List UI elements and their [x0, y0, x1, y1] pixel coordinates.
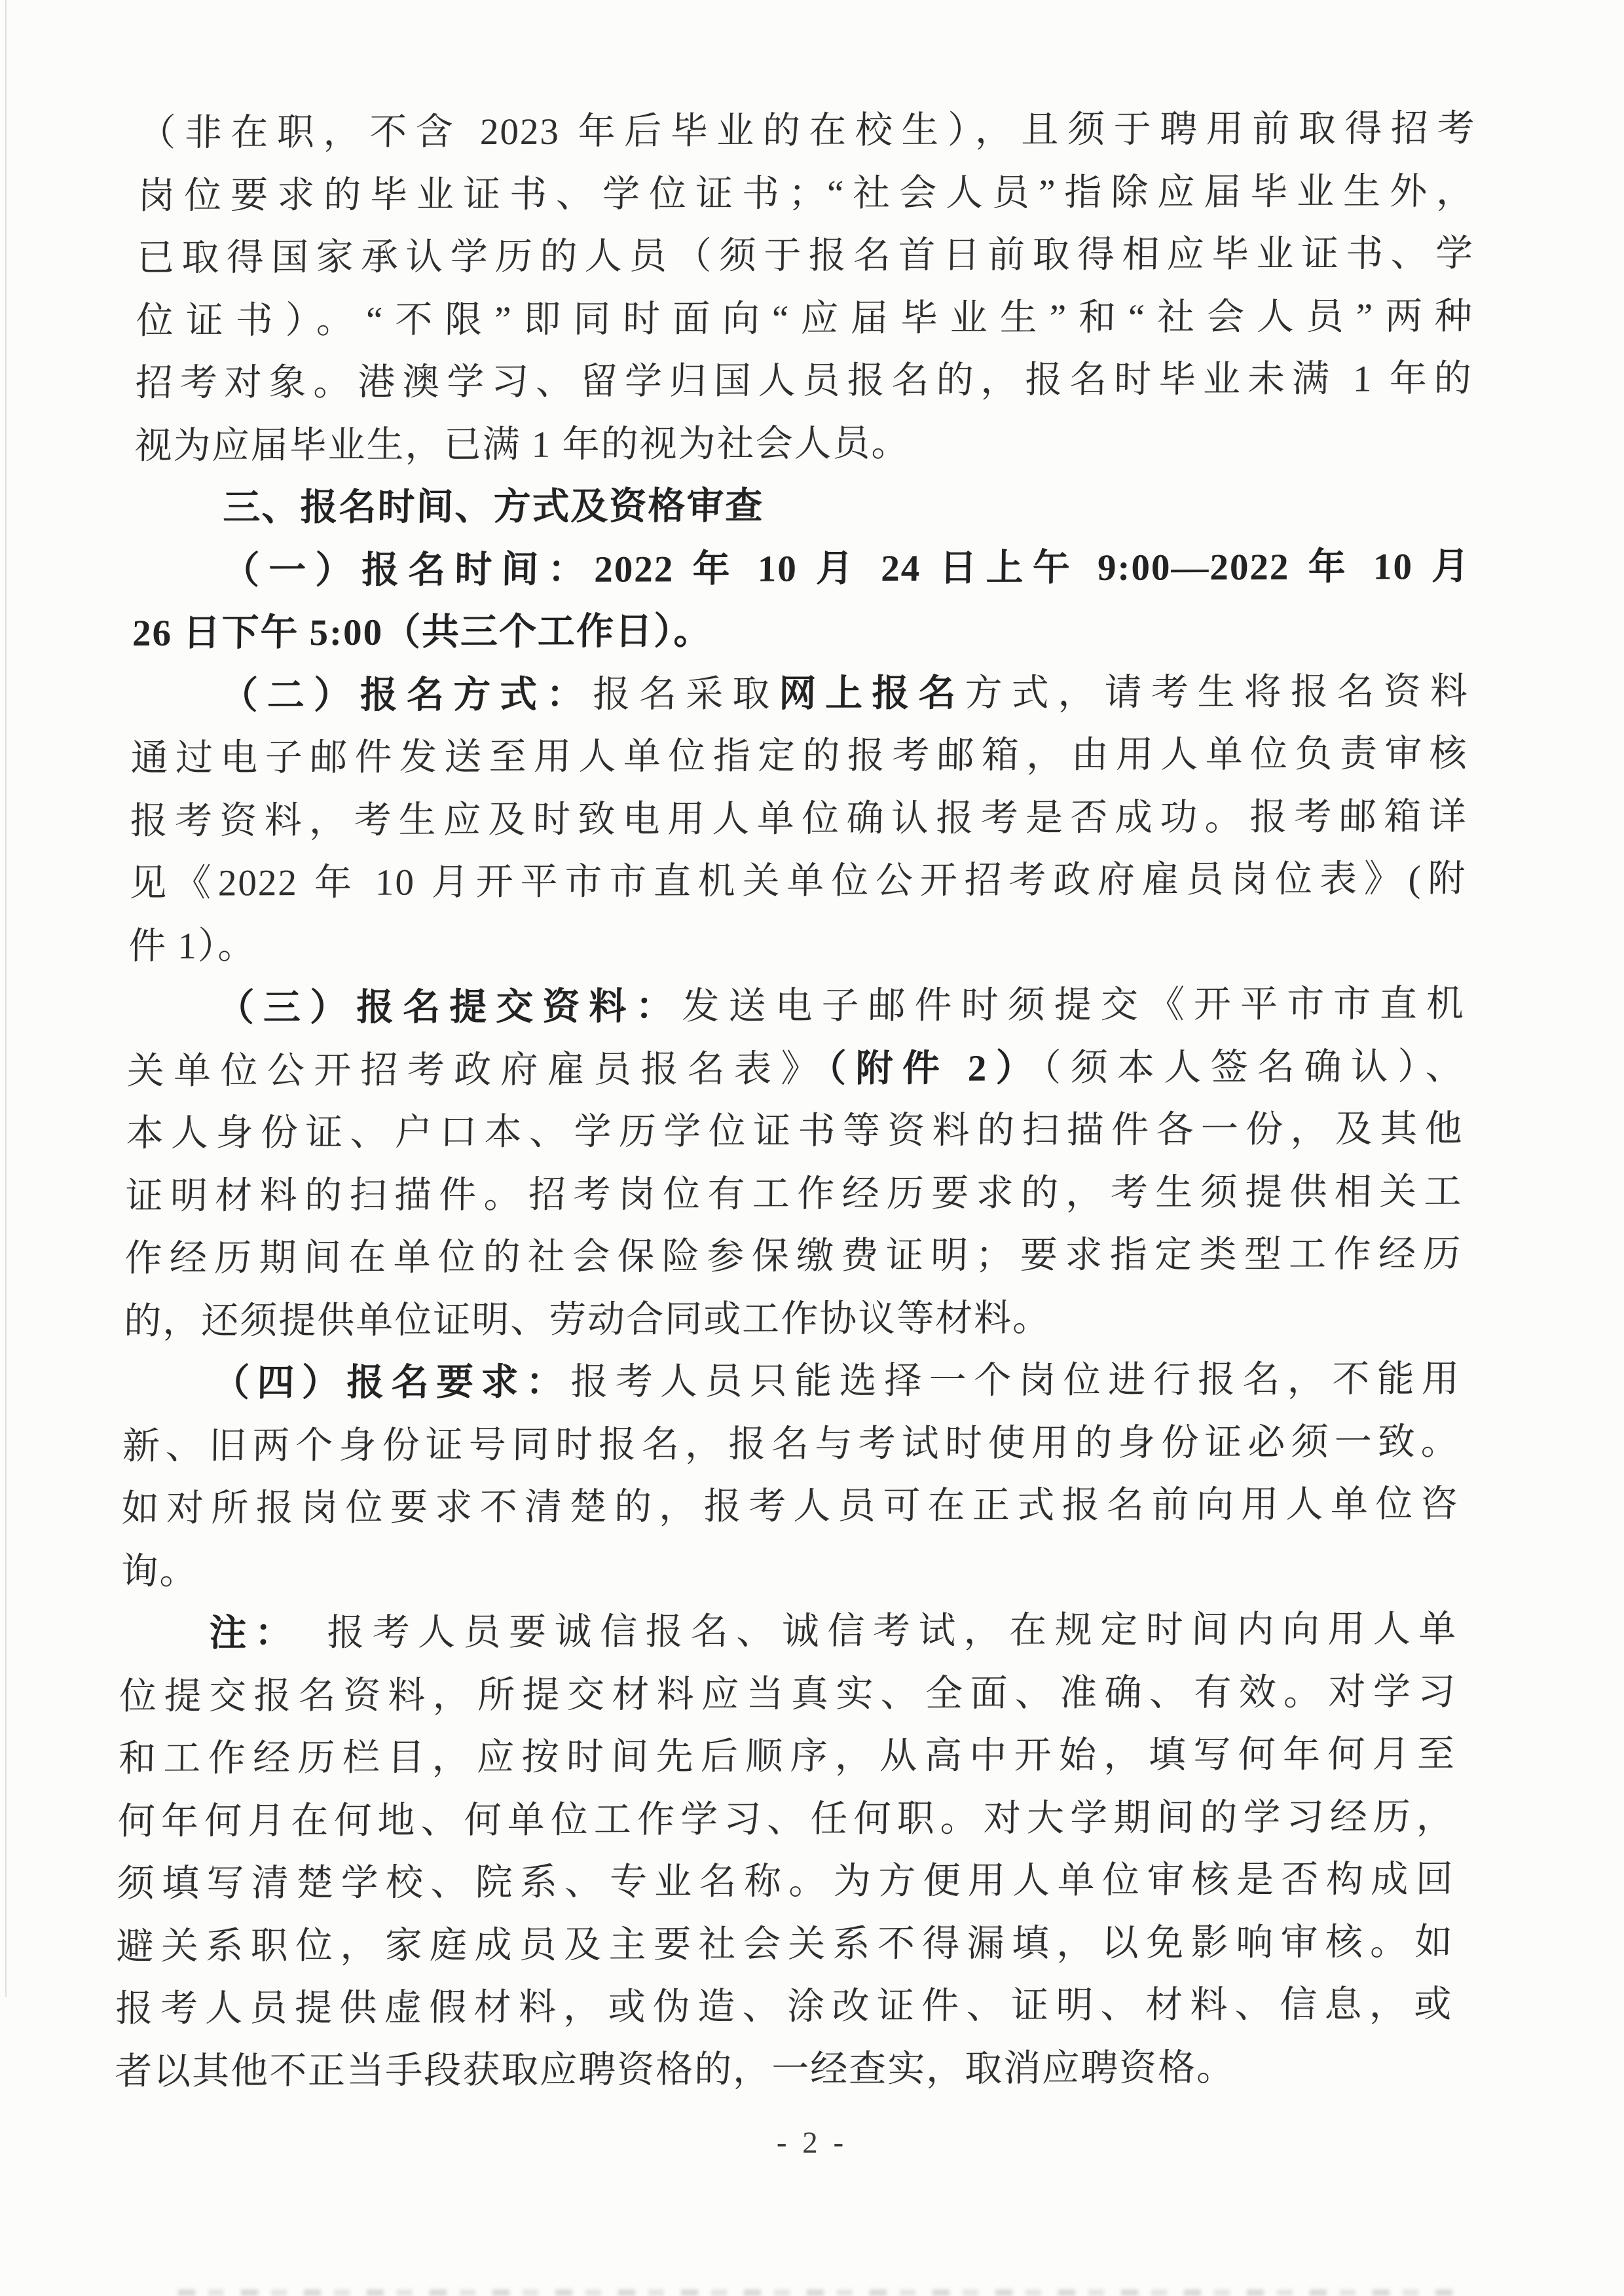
text-segment: 新、旧两个身份证号同时报名，报名与考试时使用的身份证必须一致。	[122, 1421, 1460, 1467]
page-number: - 2 -	[776, 2126, 848, 2160]
text-line	[134, 473, 1471, 540]
text-line	[119, 1660, 1457, 1728]
text-segment: 已取得国家承认学历的人员（须于报名首日前取得相应毕业证书、学	[136, 232, 1475, 280]
text-line	[117, 1785, 1455, 1853]
text-line	[138, 98, 1476, 165]
text-segment: 证明材料的扫描件。招考岗位有工作经历要求的，考生须提供相关工	[125, 1171, 1463, 1217]
cutoff-text-artifact	[178, 2289, 1452, 2296]
text-segment: 通过电子邮件发送至用人单位指定的报考邮箱，由用人单位负责审核	[130, 733, 1469, 780]
text-line	[135, 348, 1473, 415]
text-line	[132, 598, 1469, 665]
text-line	[122, 1348, 1460, 1415]
text-line	[126, 1035, 1464, 1102]
text-segment: 招考对象。港澳学习、留学归国人员报名的，报名时毕业未满 1 年的	[135, 357, 1473, 405]
text-segment: 者以其他不正当手段获取应聘资格的，一经查实，取消应聘资格。	[114, 2047, 1236, 2092]
text-line	[115, 2036, 1452, 2104]
bold-text-segment: （二）报名方式：	[220, 674, 593, 717]
text-line	[136, 223, 1474, 290]
text-line	[125, 1160, 1463, 1228]
text-line	[117, 1848, 1454, 1916]
text-segment: 件 1）。	[128, 924, 257, 967]
text-line	[131, 660, 1469, 727]
text-line	[136, 285, 1473, 352]
text-line	[127, 973, 1465, 1040]
bold-text-segment: （三）报名提交资料：	[216, 986, 682, 1029]
text-line	[124, 1223, 1462, 1290]
text-line	[138, 160, 1475, 227]
bold-text-segment: 注：	[209, 1613, 282, 1654]
text-segment: 发送电子邮件时须提交《开平市市直机	[682, 983, 1466, 1028]
text-line	[121, 1473, 1459, 1540]
text-line	[118, 1723, 1456, 1791]
text-line	[115, 1973, 1453, 2041]
text-segment: 本人身份证、户口本、学历学位证书等资料的扫描件各一份，及其他	[126, 1108, 1464, 1155]
document-body	[115, 98, 1476, 2103]
text-segment: 报考人员只能选择一个岗位进行报名，不能用	[570, 1358, 1461, 1403]
bold-text-segment: 网上报名	[778, 672, 965, 715]
text-segment: 关单位公开招考政府雇员报名表》	[126, 1048, 828, 1092]
bold-text-segment: 26 日下午 5:00（共三个工作日）。	[132, 610, 712, 655]
text-segment: 视为应届毕业生，已满 1 年的视为社会人员。	[134, 422, 910, 467]
text-line	[120, 1598, 1458, 1666]
text-segment: 见《2022 年 10 月开平市市直机关单位公开招考政府雇员岗位表》(附	[129, 858, 1467, 905]
text-line	[126, 1098, 1464, 1165]
bold-text-segment: （附件 2）	[827, 1047, 1043, 1089]
text-line	[122, 1410, 1460, 1478]
text-segment: 须填写清楚学校、院系、专业名称。为方便用人单位审核是否构成回	[117, 1859, 1455, 1905]
text-line	[130, 723, 1468, 790]
text-line	[128, 910, 1466, 977]
text-segment: 位提交报名资料，所提交材料应当真实、全面、准确、有效。对学习	[119, 1671, 1457, 1717]
text-segment: 询。	[120, 1550, 198, 1592]
text-line	[134, 410, 1472, 477]
text-segment: （非在职，不含 2023 年后毕业的在校生），且须于聘用前取得招考	[138, 107, 1476, 155]
text-line	[130, 785, 1467, 852]
text-segment: 岗位要求的毕业证书、学位证书；“社会人员”指除应届毕业生外，	[137, 170, 1475, 217]
bold-text-segment: 三、报名时间、方式及资格审查	[223, 485, 764, 529]
bold-text-segment: （四）报名要求：	[212, 1361, 571, 1404]
text-segment: 报考人员要诚信报名、诚信考试，在规定时间内向用人单	[281, 1608, 1458, 1654]
text-line	[116, 1911, 1454, 1978]
text-segment: 避关系职位，家庭成员及主要社会关系不得漏填，以免影响审核。如	[116, 1921, 1454, 1967]
text-segment: 报考人员提供虚假材料，或伪造、涂改证件、证明、材料、信息，或	[115, 1984, 1453, 2030]
text-segment: 报考资料，考生应及时致电用人单位确认报考是否成功。报考邮箱详	[130, 795, 1467, 842]
scan-edge-artifact	[5, 0, 7, 1997]
text-segment: 位证书）。“不限”即同时面向“应届毕业生”和“社会人员”两种	[136, 295, 1474, 342]
text-segment: 何年何月在何地、何单位工作学习、任何职。对大学期间的学习经历，	[117, 1796, 1456, 1842]
text-segment: 方式，请考生将报名资料	[965, 670, 1469, 714]
text-segment: 作经历期间在单位的社会保险参保缴费证明；要求指定类型工作经历	[124, 1233, 1462, 1280]
text-segment: 和工作经历栏目，应按时间先后顺序，从高中开始，填写何年何月至	[118, 1733, 1456, 1780]
text-segment: 报名采取	[592, 673, 779, 716]
text-line	[133, 535, 1471, 602]
text-segment: 如对所报岗位要求不清楚的，报考人员可在正式报名前向用人单位咨	[121, 1483, 1460, 1530]
bold-text-segment: （一）报名时间：	[221, 549, 595, 592]
text-line	[129, 848, 1467, 915]
text-segment: （须本人签名确认）、	[1042, 1046, 1465, 1089]
text-line	[120, 1535, 1458, 1603]
text-line	[124, 1285, 1462, 1353]
bold-text-segment: 2022 年 10 月 24 日上午 9:00—2022 年 10 月	[593, 545, 1471, 591]
text-segment: 的，还须提供单位证明、劳动合同或工作协议等材料。	[123, 1297, 1052, 1342]
